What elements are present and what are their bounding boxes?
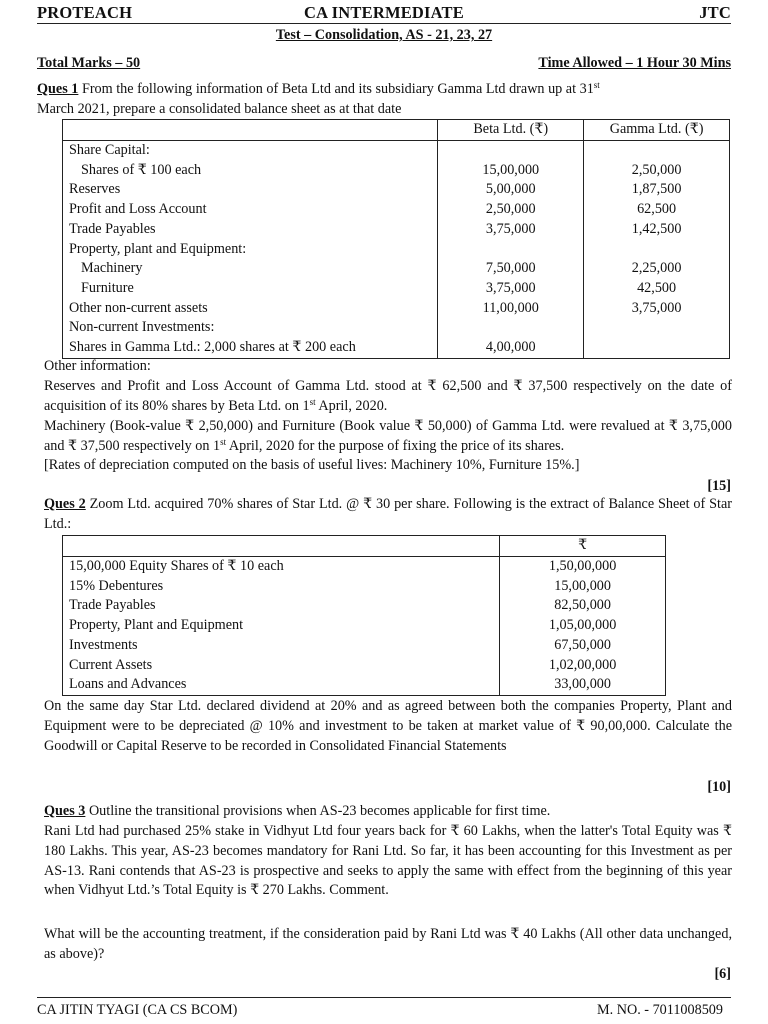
- q3-intro: Ques 3 Outline the transitional provisions when AS-23 becomes applicable for first time.: [44, 803, 551, 819]
- total-marks: Total Marks – 50: [37, 55, 141, 71]
- q3-marks: [6]: [714, 966, 731, 982]
- footer-right: M. NO. - 7011008509: [597, 1002, 723, 1018]
- table-row: Other non-current assets 11,00,000 3,75,000: [63, 299, 730, 319]
- table-row: Investments 67,50,000: [63, 636, 666, 656]
- q1-other-info-1: Reserves and Profit and Loss Account of Gamma Ltd. stood at ₹ 62,500 and ₹ 37,500 respectively on the date of acquisition of its 80% shares by Beta Ltd. on 1st April, 2020.: [44, 378, 732, 414]
- table-row: 15,00,000 Equity Shares of ₹ 10 each 1,50,00,000: [63, 557, 666, 577]
- table-row: Shares in Gamma Ltd.: 2,000 shares at ₹ 200 each 4,00,000: [63, 338, 730, 358]
- header-center: CA INTERMEDIATE: [304, 3, 464, 22]
- q1-other-info-3: [Rates of depreciation computed on the basis of useful lives: Machinery 10%, Furniture 15%.]: [44, 457, 580, 473]
- table-row: Reserves 5,00,000 1,87,500: [63, 180, 730, 200]
- table-row: 15% Debentures 15,00,000: [63, 577, 666, 597]
- table-row: Machinery 7,50,000 2,25,000: [63, 259, 730, 279]
- header-left: PROTEACH: [37, 3, 133, 22]
- table-row: Share Capital:: [63, 141, 730, 161]
- q1-balance-table: [62, 119, 730, 359]
- q2-col-amount: ₹: [500, 536, 666, 557]
- table-row: Non-current Investments:: [63, 318, 730, 338]
- q2-label: Ques 2: [44, 496, 86, 512]
- q2-marks: [10]: [707, 779, 731, 795]
- q1-col-gamma: Gamma Ltd. (₹): [584, 120, 730, 141]
- footer-left: CA JITIN TYAGI (CA CS BCOM): [37, 1002, 238, 1018]
- q1-marks: [15]: [707, 478, 731, 494]
- table-row: Property, plant and Equipment:: [63, 240, 730, 260]
- q3-label: Ques 3: [44, 803, 86, 819]
- time-allowed: Time Allowed – 1 Hour 30 Mins: [538, 55, 731, 71]
- table-row: Profit and Loss Account 2,50,000 62,500: [63, 200, 730, 220]
- table-row: Shares of ₹ 100 each 15,00,000 2,50,000: [63, 161, 730, 181]
- q2-intro: Ques 2 Zoom Ltd. acquired 70% shares of Star Ltd. @ ₹ 30 per share. Following is the extract of Balance Sheet of Star Ltd.:: [44, 496, 732, 532]
- q1-table-header: [63, 120, 730, 141]
- q1-col-beta: Beta Ltd. (₹): [438, 120, 584, 141]
- table-row: Property, Plant and Equipment 1,05,00,000: [63, 616, 666, 636]
- q1-label: Ques 1: [37, 81, 79, 97]
- q1-intro: Ques 1 From the following information of Beta Ltd and its subsidiary Gamma Ltd drawn up at 31st March 2021, prepare a consolidated balance sheet as at that date: [37, 80, 600, 117]
- table-row: Loans and Advances 33,00,000: [63, 675, 666, 695]
- q2-body: On the same day Star Ltd. declared dividend at 20% and as agreed between both the companies Property, Plant and Equipment were to be depreciated @ 10% and investment to be taken at market value of ₹ 90,00,000. Calculate the Goodwill or Capital Reserve to be recorded in Consolidated Financial Statements: [44, 698, 732, 754]
- table-row: Current Assets 1,02,00,000: [63, 656, 666, 676]
- q3-question: What will be the accounting treatment, if the consideration paid by Rani Ltd was ₹ 40 Lakhs (All other data unchanged, as above)?: [44, 926, 732, 962]
- table-row: Furniture 3,75,000 42,500: [63, 279, 730, 299]
- q3-body: Rani Ltd had purchased 25% stake in Vidhyut Ltd four years back for ₹ 60 Lakhs, when the latter's Total Equity was ₹ 180 Lakhs. This year, AS-23 becomes mandatory for Rani Ltd. So far, it has been accounting for this Investment as per AS-13. Rani contends that AS-23 is prospective and seeks to apply the same with effect from the beginning of this year when Vidhyut Ltd.’s Total Equity is ₹ 270 Lakhs. Comment.: [44, 823, 732, 899]
- footer-rule: [37, 997, 731, 998]
- header-rule: [37, 23, 731, 24]
- header-right: JTC: [699, 3, 731, 22]
- test-subtitle: Test – Consolidation, AS - 21, 23, 27: [275, 27, 493, 43]
- q2-balance-table: [62, 535, 666, 696]
- table-row: Trade Payables 82,50,000: [63, 596, 666, 616]
- q1-other-info-2: Machinery (Book-value ₹ 2,50,000) and Furniture (Book value ₹ 50,000) of Gamma Ltd. were revalued at ₹ 3,75,000 and ₹ 37,500 respectively on 1st April, 2020 for the purpose of fixing the price of its shares.: [44, 418, 732, 454]
- q1-other-info-label: Other information:: [44, 358, 151, 374]
- table-row: Trade Payables 3,75,000 1,42,500: [63, 220, 730, 240]
- q2-table-header: [63, 536, 666, 557]
